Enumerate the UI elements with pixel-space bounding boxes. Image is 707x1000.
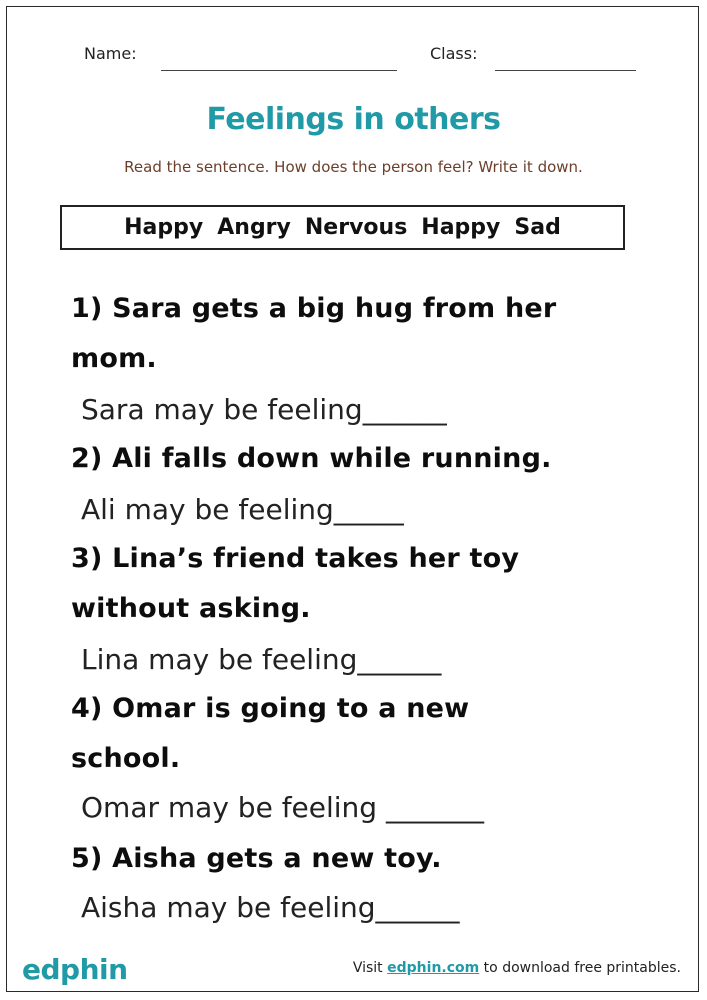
answer-3[interactable]: Lina may be feeling______: [81, 643, 442, 676]
footer-rest: to download free printables.: [479, 960, 681, 976]
word-bank-item: Sad: [514, 215, 561, 240]
answer-5[interactable]: Aisha may be feeling______: [81, 891, 460, 924]
word-bank-item: Angry: [217, 215, 291, 240]
question-text: without asking.: [71, 593, 311, 624]
answer-1[interactable]: Sara may be feeling______: [81, 393, 447, 426]
question-text: 3) Lina’s friend takes her toy: [71, 543, 520, 574]
footer-visit: Visit: [352, 960, 388, 976]
word-bank-item: Nervous: [304, 215, 408, 240]
class-label: Class:: [430, 44, 478, 63]
question-text: 1) Sara gets a big hug from her: [71, 293, 557, 324]
answer-2[interactable]: Ali may be feeling_____: [81, 493, 404, 526]
question-5: [71, 834, 671, 884]
edphin-logo: edphin: [22, 953, 128, 986]
question-3: [71, 534, 671, 634]
word-bank: [60, 205, 625, 250]
question-text: 5) Aisha gets a new toy.: [71, 843, 442, 874]
worksheet-title: Feelings in others: [206, 102, 501, 137]
footer-link[interactable]: edphin.com: [387, 960, 480, 976]
word-bank-item: Happy: [421, 215, 501, 240]
name-label: Name:: [84, 44, 137, 63]
question-4: [71, 684, 671, 784]
question-text: 4) Omar is going to a new: [71, 693, 470, 724]
name-field-line[interactable]: [161, 70, 397, 71]
question-1: [71, 284, 671, 384]
question-2: [71, 434, 671, 484]
answer-4[interactable]: Omar may be feeling _______: [81, 791, 484, 824]
footer-text: [353, 960, 681, 976]
question-text: 2) Ali falls down while running.: [71, 443, 552, 474]
word-bank-item: Happy: [124, 215, 204, 240]
question-text: school.: [71, 743, 181, 774]
class-field-line[interactable]: [495, 70, 636, 71]
instruction-text: Read the sentence. How does the person feel? Write it down.: [124, 158, 583, 176]
question-text: mom.: [71, 343, 157, 374]
